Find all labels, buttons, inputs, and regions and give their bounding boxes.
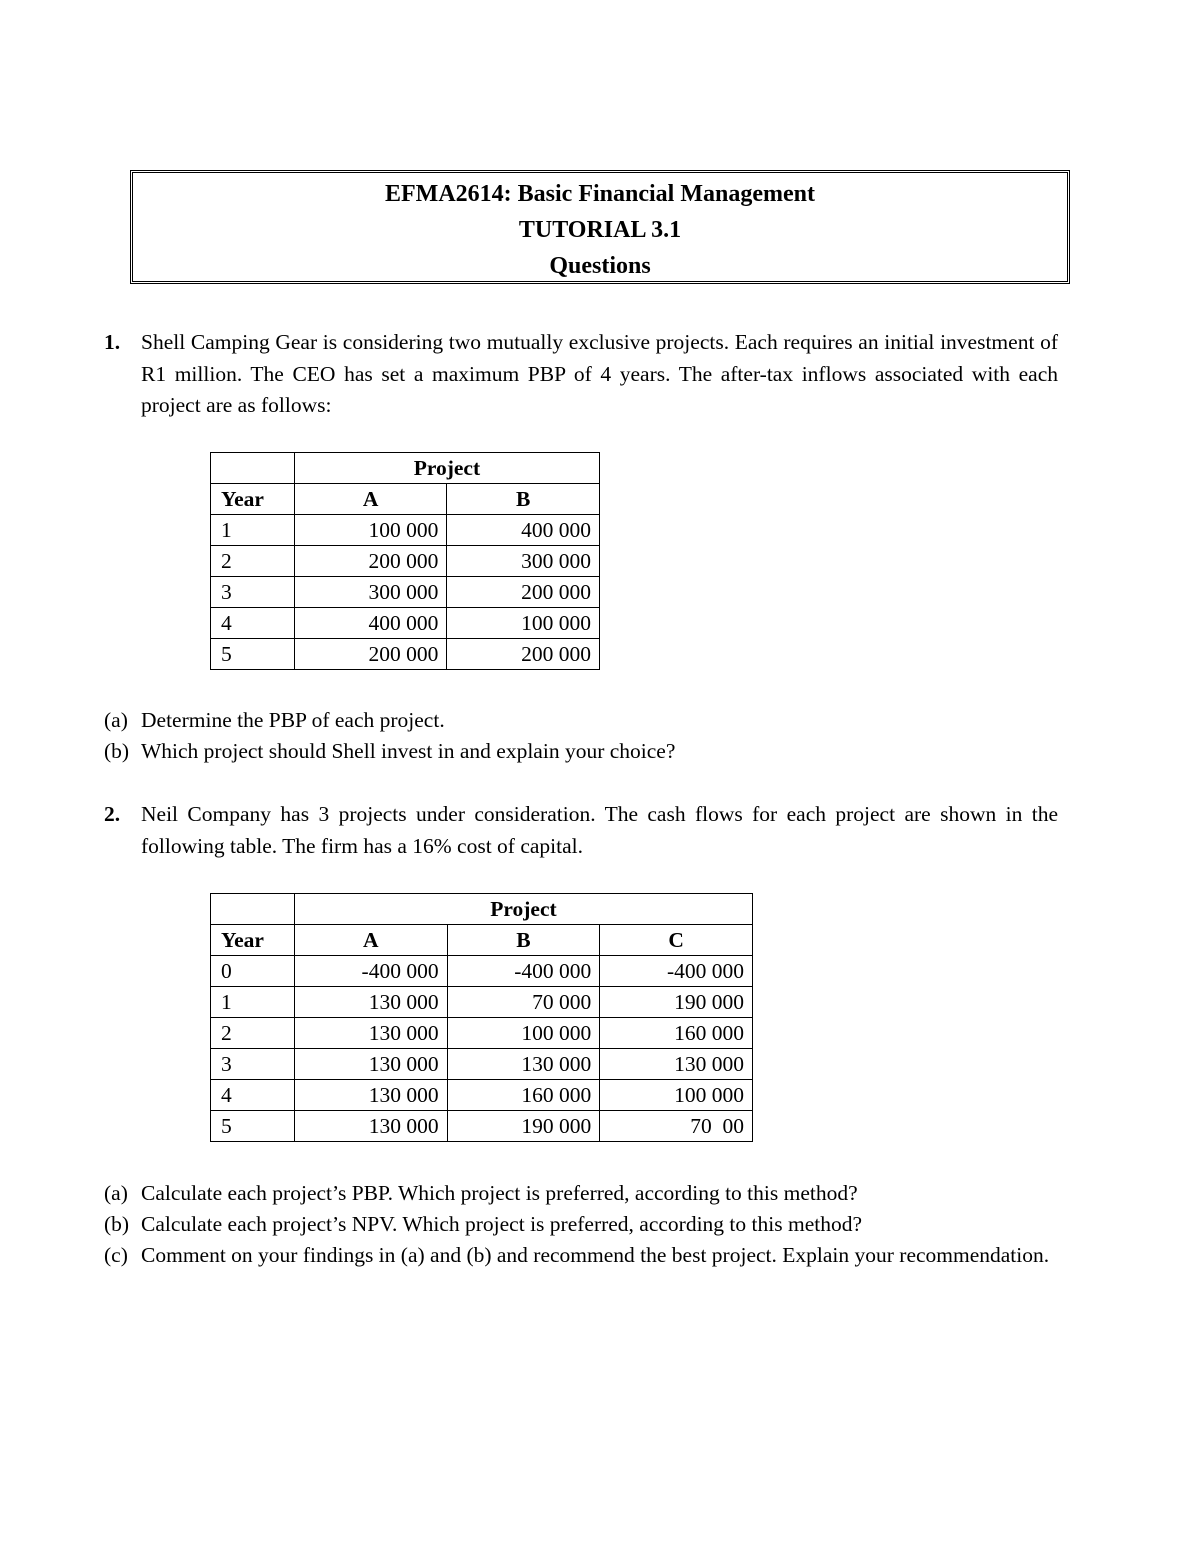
column-header-b: B [447, 484, 600, 515]
table-row [211, 1080, 753, 1111]
value-cell: 130 000 [294, 1018, 447, 1049]
year-cell: 4 [211, 1080, 295, 1111]
value-cell: 160 000 [447, 1080, 600, 1111]
table-row [211, 1049, 753, 1080]
value-cell: 300 000 [294, 577, 447, 608]
value-cell: 100 000 [600, 1080, 753, 1111]
question-1-parts [104, 705, 1058, 767]
table-row [211, 608, 600, 639]
table-row [211, 453, 600, 484]
value-cell: 300 000 [447, 546, 600, 577]
part-letter: (a) [104, 708, 128, 732]
table-corner-cell [211, 894, 295, 925]
section-title: Questions [549, 253, 651, 279]
list-item [104, 1209, 1058, 1240]
year-cell: 3 [211, 577, 295, 608]
year-cell: 0 [211, 956, 295, 987]
project-group-header: Project [294, 453, 599, 484]
column-header-a: A [294, 925, 447, 956]
part-letter: (b) [104, 1212, 130, 1236]
column-header-a: A [294, 484, 447, 515]
part-text: Determine the PBP of each project. [141, 708, 445, 732]
value-cell: 70 00 [600, 1111, 753, 1142]
part-letter: (a) [104, 1181, 128, 1205]
value-cell: 130 000 [294, 987, 447, 1018]
question-2-parts [104, 1178, 1058, 1271]
question-1-text: Shell Camping Gear is considering two mutually exclusive projects. Each requires an initial investment of R1 million. The CEO has set a maximum PBP of 4 years. The after-tax inflows associated with each project are as follows: [141, 330, 1058, 417]
value-cell: -400 000 [600, 956, 753, 987]
value-cell: 130 000 [294, 1111, 447, 1142]
value-cell: 200 000 [294, 639, 447, 670]
part-text: Calculate each project’s PBP. Which project is preferred, according to this method? [141, 1181, 858, 1205]
course-title: EFMA2614: Basic Financial Management [385, 181, 815, 207]
title-box [130, 170, 1070, 284]
year-cell: 2 [211, 546, 295, 577]
value-cell: 130 000 [294, 1049, 447, 1080]
year-cell: 2 [211, 1018, 295, 1049]
table-corner-cell [211, 453, 295, 484]
value-cell: 100 000 [447, 1018, 600, 1049]
question-2-number: 2. [104, 802, 121, 826]
value-cell: 200 000 [447, 577, 600, 608]
year-cell: 1 [211, 515, 295, 546]
value-cell: 200 000 [447, 639, 600, 670]
table-row [211, 546, 600, 577]
question-2-text: Neil Company has 3 projects under consideration. The cash flows for each project are shown in the following table. The firm has a 16% cost of capital. [141, 802, 1058, 858]
column-header-b: B [447, 925, 600, 956]
list-item [104, 705, 1058, 736]
part-text: Calculate each project’s NPV. Which project is preferred, according to this method? [141, 1212, 863, 1236]
part-letter: (b) [104, 739, 130, 763]
table-row [211, 956, 753, 987]
year-header: Year [211, 925, 295, 956]
column-header-c: C [600, 925, 753, 956]
tutorial-title: TUTORIAL 3.1 [518, 217, 682, 243]
list-item [104, 1178, 1058, 1209]
value-cell: 100 000 [447, 608, 600, 639]
part-text: Which project should Shell invest in and explain your choice? [141, 739, 676, 763]
part-text: Comment on your findings in (a) and (b) and recommend the best project. Explain your recommendation. [141, 1243, 1050, 1267]
table-row [211, 925, 753, 956]
part-letter: (c) [104, 1243, 128, 1267]
value-cell: 130 000 [294, 1080, 447, 1111]
table-row [211, 577, 600, 608]
value-cell: 190 000 [447, 1111, 600, 1142]
table-row [211, 515, 600, 546]
value-cell: 130 000 [600, 1049, 753, 1080]
list-item [104, 736, 1058, 767]
table-row [211, 1111, 753, 1142]
value-cell: 100 000 [294, 515, 447, 546]
question-1-table [210, 452, 600, 670]
value-cell: 130 000 [447, 1049, 600, 1080]
value-cell: 190 000 [600, 987, 753, 1018]
value-cell: -400 000 [294, 956, 447, 987]
year-cell: 4 [211, 608, 295, 639]
project-group-header: Project [294, 894, 752, 925]
table-row [211, 1018, 753, 1049]
year-cell: 1 [211, 987, 295, 1018]
value-cell: 70 000 [447, 987, 600, 1018]
year-cell: 5 [211, 1111, 295, 1142]
value-cell: 200 000 [294, 546, 447, 577]
question-1-number: 1. [104, 330, 121, 354]
table-row [211, 987, 753, 1018]
year-cell: 5 [211, 639, 295, 670]
question-2 [104, 799, 1058, 862]
table-row [211, 894, 753, 925]
year-cell: 3 [211, 1049, 295, 1080]
value-cell: 400 000 [294, 608, 447, 639]
value-cell: 160 000 [600, 1018, 753, 1049]
question-1 [104, 327, 1058, 422]
table-row [211, 639, 600, 670]
list-item [104, 1240, 1058, 1271]
value-cell: 400 000 [447, 515, 600, 546]
question-2-table [210, 893, 753, 1142]
year-header: Year [211, 484, 295, 515]
value-cell: -400 000 [447, 956, 600, 987]
table-row [211, 484, 600, 515]
